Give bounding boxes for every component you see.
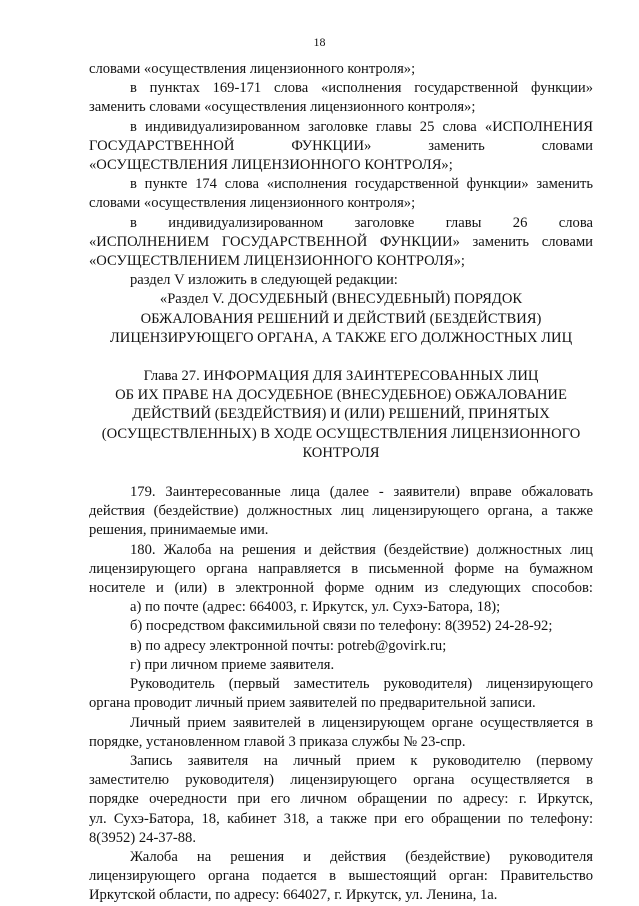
page-number: 18 xyxy=(313,35,326,49)
text-line: ул. Сухэ-Батора, 18, кабинет 318, а также при его обращении по телефону: xyxy=(89,810,593,827)
text-line: «ОСУЩЕСТВЛЕНИЯ ЛИЦЕНЗИОННОГО КОНТРОЛЯ»; xyxy=(89,157,453,174)
text-line: раздел V изложить в следующей редакции: xyxy=(130,272,398,289)
text-line: словами «осуществления лицензионного контроля»; xyxy=(89,195,416,212)
text-line: в) по адресу электронной почты: potreb@govirk.ru; xyxy=(130,637,447,654)
text-line: лицензирующего органа направляется в письменной форме на бумажном xyxy=(89,560,593,577)
chapter-body xyxy=(89,483,593,905)
amendment-list xyxy=(89,60,593,290)
text-line: Личный прием заявителей в лицензирующем органе осуществляется в xyxy=(130,714,593,731)
text-line: г) при личном приеме заявителя. xyxy=(130,656,335,673)
heading-line: ОБ ИХ ПРАВЕ НА ДОСУДЕБНОЕ (ВНЕСУДЕБНОЕ) ОБЖАЛОВАНИЕ xyxy=(115,387,567,404)
heading-line: ДЕЙСТВИЙ (БЕЗДЕЙСТВИЯ) И (ИЛИ) РЕШЕНИЙ, ПРИНЯТЫХ xyxy=(132,406,550,423)
heading-line: КОНТРОЛЯ xyxy=(302,444,380,461)
heading-line: Глава 27. ИНФОРМАЦИЯ ДЛЯ ЗАИНТЕРЕСОВАННЫХ ЛИЦ xyxy=(143,368,539,385)
text-line: носителе и (или) в электронной форме одним из следующих способов: xyxy=(89,580,593,597)
heading-line: (ОСУЩЕСТВЛЕННЫХ) В ХОДЕ ОСУЩЕСТВЛЕНИЯ ЛИЦЕНЗИОННОГО xyxy=(101,425,581,442)
text-line: порядке, установленном главой 3 приказа службы № 23-спр. xyxy=(89,733,466,750)
document-body xyxy=(89,60,593,906)
heading-line: ЛИЦЕНЗИРУЮЩЕГО ОРГАНА, А ТАКЖЕ ЕГО ДОЛЖНОСТНЫХ ЛИЦ xyxy=(109,329,573,346)
text-line: лицензирующего органа подается в вышестоящий орган: Правительство xyxy=(89,868,593,885)
text-line: 8(3952) 24-37-88. xyxy=(89,829,197,846)
text-line: в индивидуализированном заголовке главы 26 слова xyxy=(130,214,593,231)
text-line: словами «осуществления лицензионного контроля»; xyxy=(89,61,416,77)
text-line: 180. Жалоба на решения и действия (бездействие) должностных лиц xyxy=(130,541,593,558)
section-heading xyxy=(89,290,593,348)
text-line: порядке очередности при его личном обращении по адресу: г. Иркутск, xyxy=(89,791,593,808)
text-line: в пунктах 169-171 слова «исполнения государственной функции» xyxy=(130,80,593,97)
text-line: «ИСПОЛНЕНИЕМ ГОСУДАРСТВЕННОЙ ФУНКЦИИ» заменить словами xyxy=(89,233,593,250)
text-line: Запись заявителя на личный прием к руководителю (первому xyxy=(130,752,593,769)
text-line: в пункте 174 слова «исполнения государственной функции» заменить xyxy=(130,176,593,193)
text-line: решения, принимаемые ими. xyxy=(89,522,269,539)
text-line: б) посредством факсимильной связи по телефону: 8(3952) 24-28-92; xyxy=(130,618,553,635)
text-line: Руководитель (первый заместитель руководителя) лицензирующего xyxy=(130,676,593,693)
text-line: 179. Заинтересованные лица (далее - заявители) вправе обжаловать xyxy=(130,484,593,501)
text-line: а) по почте (адрес: 664003, г. Иркутск, ул. Сухэ-Батора, 18); xyxy=(130,599,501,616)
text-line: ГОСУДАРСТВЕННОЙ ФУНКЦИИ» заменить словами xyxy=(89,137,593,154)
heading-line: «Раздел V. ДОСУДЕБНЫЙ (ВНЕСУДЕБНЫЙ) ПОРЯДОК xyxy=(159,291,523,308)
text-line: заместителю руководителя) лицензирующего органа осуществляется в xyxy=(89,772,593,789)
heading-line: ОБЖАЛОВАНИЯ РЕШЕНИЙ И ДЕЙСТВИЙ (БЕЗДЕЙСТВИЯ) xyxy=(140,310,542,327)
text-line: Жалоба на решения и действия (бездействие) руководителя xyxy=(130,848,593,865)
chapter-heading xyxy=(89,367,593,463)
text-line: Иркутской области, по адресу: 664027, г. Иркутск, ул. Ленина, 1а. xyxy=(89,887,498,904)
text-line: в индивидуализированном заголовке главы 25 слова «ИСПОЛНЕНИЯ xyxy=(130,118,593,135)
text-line: «ОСУЩЕСТВЛЕНИЕМ ЛИЦЕНЗИОННОГО КОНТРОЛЯ»; xyxy=(89,253,465,270)
text-line: заменить словами «осуществления лицензионного контроля»; xyxy=(89,99,476,116)
text-line: действия (бездействие) должностных лиц лицензирующего органа, а также xyxy=(89,503,593,520)
text-line: органа проводит личный прием заявителей по предварительной записи. xyxy=(89,695,536,712)
